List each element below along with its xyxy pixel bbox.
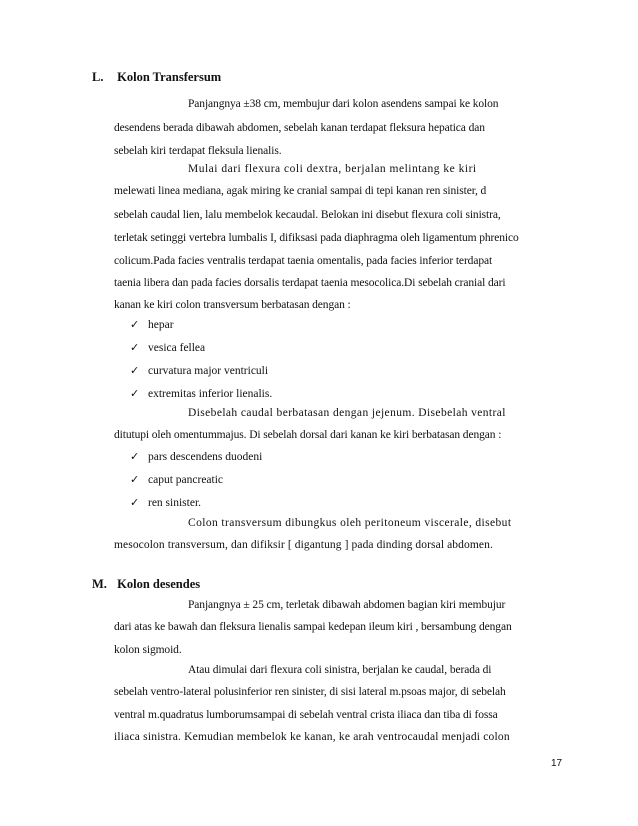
- list-item: ✓ caput pancreatic: [130, 473, 224, 486]
- checkmark-icon: ✓: [130, 364, 140, 377]
- list-item: ✓ vesica fellea: [130, 341, 206, 354]
- paragraph-line: sebelah kiri terdapat fleksula lienalis.: [114, 145, 282, 157]
- paragraph-line: Atau dimulai dari flexura coli sinistra, berjalan ke caudal, berada di: [188, 664, 492, 676]
- paragraph-line: Disebelah caudal berbatasan dengan jejenum. Disebelah ventral: [188, 407, 506, 419]
- paragraph-line: colicum.Pada facies ventralis terdapat taenia omentalis, pada facies inferior terdapat: [114, 255, 493, 267]
- paragraph-line: terletak setinggi vertebra lumbalis I, difiksasi pada diaphragma oleh ligamentum phrenico: [114, 232, 519, 244]
- paragraph-line: Panjangnya ±38 cm, membujur dari kolon asendens sampai ke kolon: [188, 98, 499, 110]
- paragraph-line: sebelah ventro-lateral polusinferior ren sinister, di sisi lateral m.psoas major, di sebelah: [114, 686, 506, 698]
- section-m-title: Kolon desendes: [117, 577, 201, 591]
- section-l-heading: [92, 70, 221, 85]
- paragraph-line: iliaca sinistra. Kemudian membelok ke kanan, ke arah ventrocaudal menjadi colon: [114, 731, 510, 743]
- list-item: ✓ pars descendens duodeni: [130, 450, 263, 463]
- checkmark-icon: ✓: [130, 387, 140, 400]
- checkmark-icon: ✓: [130, 473, 140, 486]
- paragraph-line: Mulai dari flexura coli dextra, berjalan melintang ke kiri: [188, 163, 477, 175]
- checkmark-icon: ✓: [130, 496, 140, 509]
- section-l-label: L.: [92, 70, 104, 84]
- list-item: ✓ extremitas inferior lienalis.: [130, 387, 273, 400]
- paragraph-line: melewati linea mediana, agak miring ke cranial sampai di tepi kanan ren sinister, d: [114, 185, 487, 197]
- paragraph-line: kolon sigmoid.: [114, 644, 182, 656]
- section-l-title: Kolon Transfersum: [117, 70, 222, 84]
- section-m-label: M.: [92, 577, 107, 591]
- list-item: ✓ ren sinister.: [130, 496, 202, 509]
- list-item: ✓ hepar: [130, 318, 174, 331]
- checkmark-icon: ✓: [130, 450, 140, 463]
- list-item: ✓ curvatura major ventriculi: [130, 364, 269, 377]
- paragraph-line: ventral m.quadratus lumborumsampai di sebelah ventral crista iliaca dan tiba di fossa: [114, 709, 498, 721]
- paragraph-line: dari atas ke bawah dan fleksura lienalis sampai kedepan ileum kiri , bersambung dengan: [114, 621, 512, 633]
- paragraph-line: taenia libera dan pada facies dorsalis terdapat taenia mesocolica.Di sebelah cranial dari: [114, 277, 506, 289]
- paragraph-line: ditutupi oleh omentummajus. Di sebelah dorsal dari kanan ke kiri berbatasan dengan :: [114, 429, 502, 441]
- page-number: 17: [551, 758, 563, 769]
- paragraph-line: kanan ke kiri colon transversum berbatasan dengan :: [114, 299, 351, 311]
- paragraph-line: mesocolon transversum, dan difiksir [ digantung ] pada dinding dorsal abdomen.: [114, 539, 493, 551]
- paragraph-line: sebelah caudal lien, lalu membelok kecaudal. Belokan ini disebut flexura coli sinistra,: [114, 209, 501, 221]
- paragraph-line: desendens berada dibawah abdomen, sebelah kanan terdapat fleksura hepatica dan: [114, 122, 485, 134]
- checkmark-icon: ✓: [130, 341, 140, 354]
- paragraph-line: Panjangnya ± 25 cm, terletak dibawah abdomen bagian kiri membujur: [188, 599, 506, 611]
- checkmark-icon: ✓: [130, 318, 140, 331]
- section-m-heading: [92, 577, 200, 592]
- paragraph-line: Colon transversum dibungkus oleh peritoneum viscerale, disebut: [188, 517, 512, 529]
